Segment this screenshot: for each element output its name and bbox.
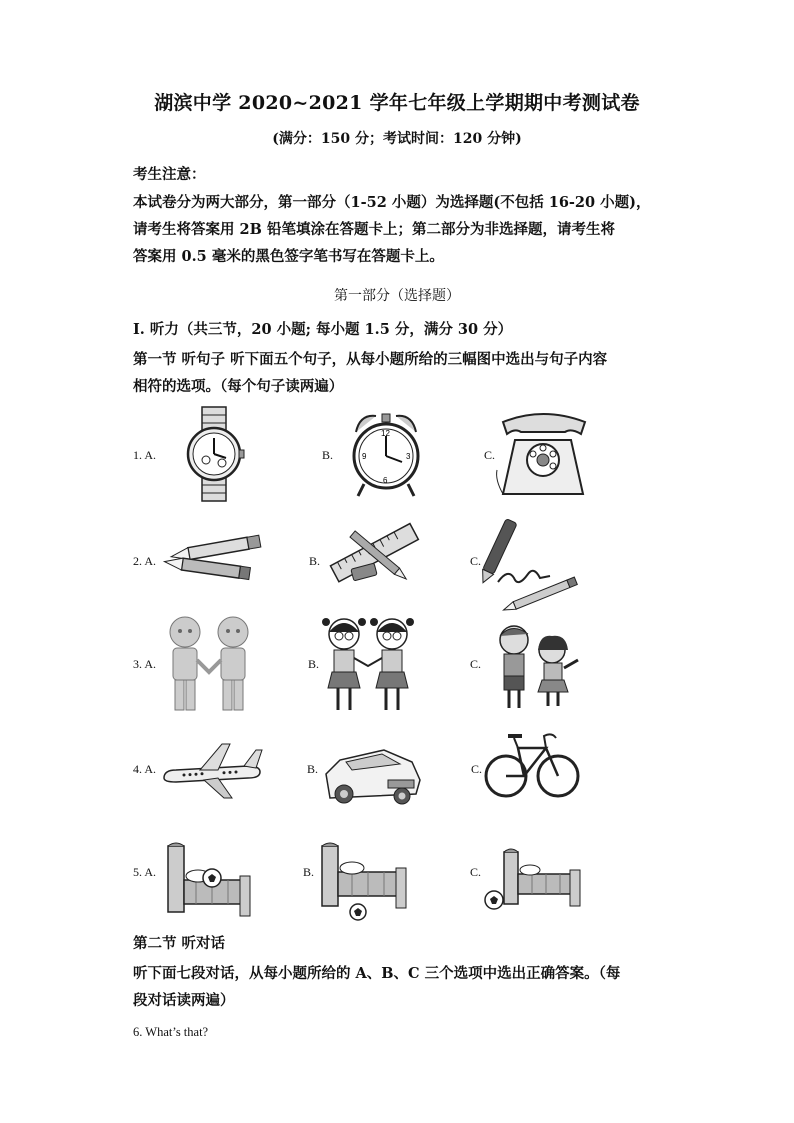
q5-label-c: C. bbox=[470, 865, 482, 879]
q1-label-b: B. bbox=[322, 448, 334, 462]
car-icon bbox=[322, 740, 422, 804]
svg-text:3: 3 bbox=[406, 452, 411, 461]
notice-line: 请考生将答案用 2B 铅笔填涂在答题卡上；第二部分为非选择题，请考生将 bbox=[133, 221, 615, 238]
question-6: 6. What’s that? bbox=[133, 1025, 209, 1039]
q2-label-b: B. bbox=[309, 554, 321, 568]
bed-ball-under-icon bbox=[316, 840, 412, 920]
part1-heading: 第一部分（选择题） bbox=[334, 288, 460, 304]
q5-label-b: B. bbox=[303, 865, 315, 879]
bed-ball-on-icon bbox=[162, 840, 256, 920]
instruction-line: 相符的选项。（每个句子读两遍） bbox=[133, 378, 344, 395]
svg-text:6: 6 bbox=[383, 476, 388, 485]
section2-instructions bbox=[133, 960, 678, 1014]
q4-label-a: 4. A. bbox=[133, 762, 157, 776]
svg-text:12: 12 bbox=[381, 429, 390, 438]
q5-label-a: 5. A. bbox=[133, 865, 157, 879]
instruction-line: 第一节 听句子 听下面五个句子，从每小题所给的三幅图中选出与句子内容 bbox=[133, 351, 608, 368]
svg-text:9: 9 bbox=[362, 452, 367, 461]
notice-line: 本试卷分为两大部分，第一部分（1-52 小题）为选择题(不包括 16-20 小题)， bbox=[133, 194, 651, 211]
ruler-pencil-eraser-icon bbox=[326, 522, 422, 584]
instruction-line: 听下面七段对话，从每小题所给的 A、B、C 三个选项中选出正确答案。（每 bbox=[133, 965, 621, 982]
exam-title: 湖滨中学 2020~2021 学年七年级上学期期中考测试卷 bbox=[154, 92, 640, 114]
q4-label-c: C. bbox=[471, 762, 483, 776]
q4-label-b: B. bbox=[307, 762, 319, 776]
pencils-icon bbox=[160, 538, 266, 582]
boy-and-girl-icon bbox=[492, 620, 584, 712]
pen-pencil-icon bbox=[488, 518, 580, 608]
alarm-clock-icon bbox=[350, 410, 422, 500]
q3-label-a: 3. A. bbox=[133, 657, 157, 671]
q1-label-c: C. bbox=[484, 448, 496, 462]
bed-ball-beside-icon bbox=[484, 848, 584, 916]
twin-boys-icon bbox=[163, 614, 255, 714]
q2-label-c: C. bbox=[470, 554, 482, 568]
q3-label-c: C. bbox=[470, 657, 482, 671]
q1-label-a: 1. A. bbox=[133, 448, 157, 462]
notice-body bbox=[133, 189, 678, 270]
telephone-icon bbox=[493, 410, 593, 500]
instruction-line: 段对话读两遍） bbox=[133, 992, 235, 1009]
q3-label-b: B. bbox=[308, 657, 320, 671]
wristwatch-icon bbox=[184, 405, 244, 503]
listening-heading: I. 听力（共三节，20 小题; 每小题 1.5 分，满分 30 分） bbox=[133, 321, 513, 338]
exam-subtitle: (满分：150 分；考试时间：120 分钟) bbox=[272, 131, 522, 147]
airplane-icon bbox=[160, 740, 264, 800]
notice-label: 考生注意： bbox=[133, 166, 206, 183]
notice-line: 答案用 0.5 毫米的黑色签字笔书写在答题卡上。 bbox=[133, 248, 444, 265]
bicycle-icon bbox=[484, 728, 580, 802]
q2-label-a: 2. A. bbox=[133, 554, 157, 568]
section1-instructions bbox=[133, 346, 678, 400]
section2-heading: 第二节 听对话 bbox=[133, 935, 226, 952]
twin-girls-icon bbox=[322, 614, 414, 714]
